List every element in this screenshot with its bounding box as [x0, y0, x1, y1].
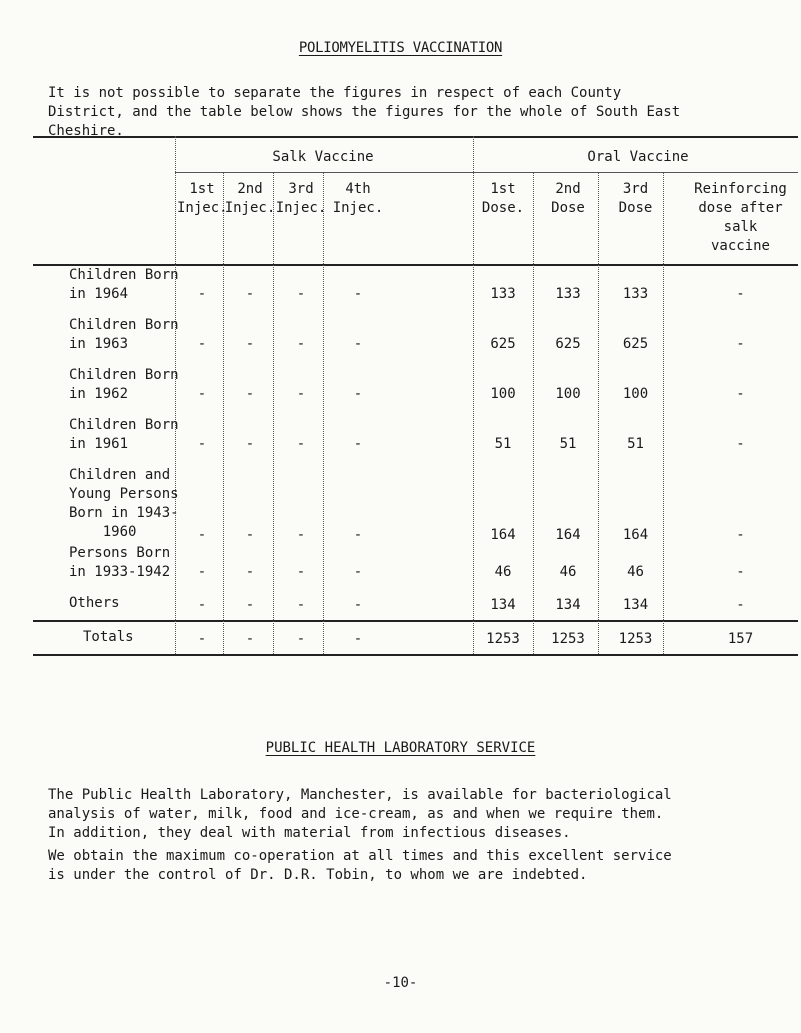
table-cell: -	[245, 386, 255, 402]
table-cell: -	[296, 436, 306, 452]
page-title: POLIOMYELITIS VACCINATION	[298, 40, 503, 56]
table-cell: 134	[622, 597, 649, 613]
table-cell: -	[736, 597, 745, 613]
totals-cell: 157	[727, 631, 754, 647]
column-header: 1st Injec.	[177, 181, 228, 216]
table-cell: 625	[490, 336, 516, 352]
table-cell: -	[353, 564, 363, 580]
totals-cell: -	[197, 631, 207, 647]
totals-cell: 1253	[551, 631, 585, 647]
salk-group-header: Salk Vaccine	[272, 149, 374, 165]
oral-group-header: Oral Vaccine	[587, 149, 689, 165]
table-cell: -	[736, 386, 745, 402]
table-cell: -	[296, 564, 306, 580]
group-rule	[175, 172, 798, 173]
table-cell: -	[736, 286, 745, 302]
cooperation-paragraph: We obtain the maximum co-operation at all times and this excellent service is under the control of Dr. D.R. Tobin, to whom we are indebted.	[48, 848, 672, 883]
table-cell: -	[197, 336, 207, 352]
intro-paragraph: It is not possible to separate the figures in respect of each County District, and the table below shows the figures for the whole of South East Cheshire.	[48, 85, 681, 139]
column-header: 1st Dose.	[481, 181, 525, 216]
table-cell: 46	[627, 564, 644, 580]
totals-rule	[33, 620, 798, 622]
table-cell: -	[353, 386, 363, 402]
table-cell: 134	[490, 597, 516, 613]
totals-cell: 1253	[618, 631, 653, 647]
totals-cell: -	[245, 631, 255, 647]
section-title: PUBLIC HEALTH LABORATORY SERVICE	[265, 740, 536, 756]
table-cell: -	[353, 286, 363, 302]
vaccination-table	[33, 136, 798, 756]
table-cell: -	[736, 436, 745, 452]
table-cell: 100	[555, 386, 581, 402]
row-label: Children Born in 1961	[69, 417, 179, 452]
table-cell: 100	[622, 386, 649, 402]
table-cell: -	[245, 597, 255, 613]
table-cell: -	[736, 527, 745, 543]
table-cell: 46	[559, 564, 577, 580]
table-cell: -	[296, 386, 306, 402]
table-cell: -	[296, 336, 306, 352]
table-cell: -	[296, 286, 306, 302]
row-label: Others	[69, 595, 120, 611]
table-cell: -	[353, 597, 363, 613]
row-label: Persons Born in 1933-1942	[69, 545, 171, 580]
table-top-rule	[33, 136, 798, 138]
column-header: 2nd Injec.	[224, 181, 276, 216]
column-header: 2nd Dose	[551, 181, 585, 216]
row-label: Children Born in 1963	[69, 317, 179, 352]
table-cell: 164	[490, 527, 516, 543]
totals-cell: -	[353, 631, 363, 647]
table-cell: 164	[622, 527, 649, 543]
table-cell: -	[296, 527, 306, 543]
table-cell: -	[197, 386, 207, 402]
table-cell: 625	[622, 336, 649, 352]
column-header: 3rd Dose	[618, 181, 653, 216]
column-divider	[533, 172, 534, 654]
table-cell: 51	[627, 436, 644, 452]
table-cell: -	[197, 286, 207, 302]
column-header: 3rd Injec.	[275, 181, 327, 216]
table-cell: -	[353, 436, 363, 452]
column-header: Reinforcing dose after salk vaccine	[694, 181, 787, 254]
table-cell: -	[245, 436, 255, 452]
column-divider	[273, 172, 274, 654]
column-header: 4th Injec.	[332, 181, 384, 216]
page-number: -10-	[383, 975, 418, 991]
laboratory-paragraph: The Public Health Laboratory, Manchester, is available for bacteriological analysis of water, milk, food and ice-cream, as and when we require them. In addition, they deal with material from infectious diseases.	[48, 787, 672, 841]
table-cell: 164	[555, 527, 581, 543]
table-cell: -	[353, 527, 363, 543]
table-cell: -	[197, 527, 207, 543]
table-bottom-rule	[33, 654, 798, 656]
table-cell: 625	[555, 336, 581, 352]
table-cell: -	[245, 564, 255, 580]
table-cell: -	[736, 564, 745, 580]
totals-cell: 1253	[486, 631, 520, 647]
table-cell: -	[353, 336, 363, 352]
totals-cell: -	[296, 631, 306, 647]
row-label: Children Born in 1962	[69, 367, 179, 402]
table-cell: -	[197, 436, 207, 452]
table-cell: 134	[555, 597, 581, 613]
table-cell: 133	[622, 286, 649, 302]
row-label: Children and Young Persons Born in 1943- 1960	[69, 467, 179, 540]
table-cell: 46	[494, 564, 512, 580]
table-cell: -	[296, 597, 306, 613]
totals-label: Totals	[83, 629, 134, 645]
table-cell: 133	[555, 286, 581, 302]
table-cell: -	[736, 336, 745, 352]
column-divider	[598, 172, 599, 654]
table-cell: -	[197, 597, 207, 613]
table-cell: 51	[559, 436, 577, 452]
column-divider	[663, 172, 664, 654]
table-cell: -	[245, 527, 255, 543]
table-cell: 100	[490, 386, 516, 402]
table-cell: 133	[490, 286, 516, 302]
table-cell: -	[245, 336, 255, 352]
column-divider	[323, 172, 324, 654]
column-divider	[223, 172, 224, 654]
table-cell: 51	[494, 436, 512, 452]
table-cell: -	[245, 286, 255, 302]
row-label: Children Born in 1964	[69, 267, 179, 302]
table-cell: -	[197, 564, 207, 580]
